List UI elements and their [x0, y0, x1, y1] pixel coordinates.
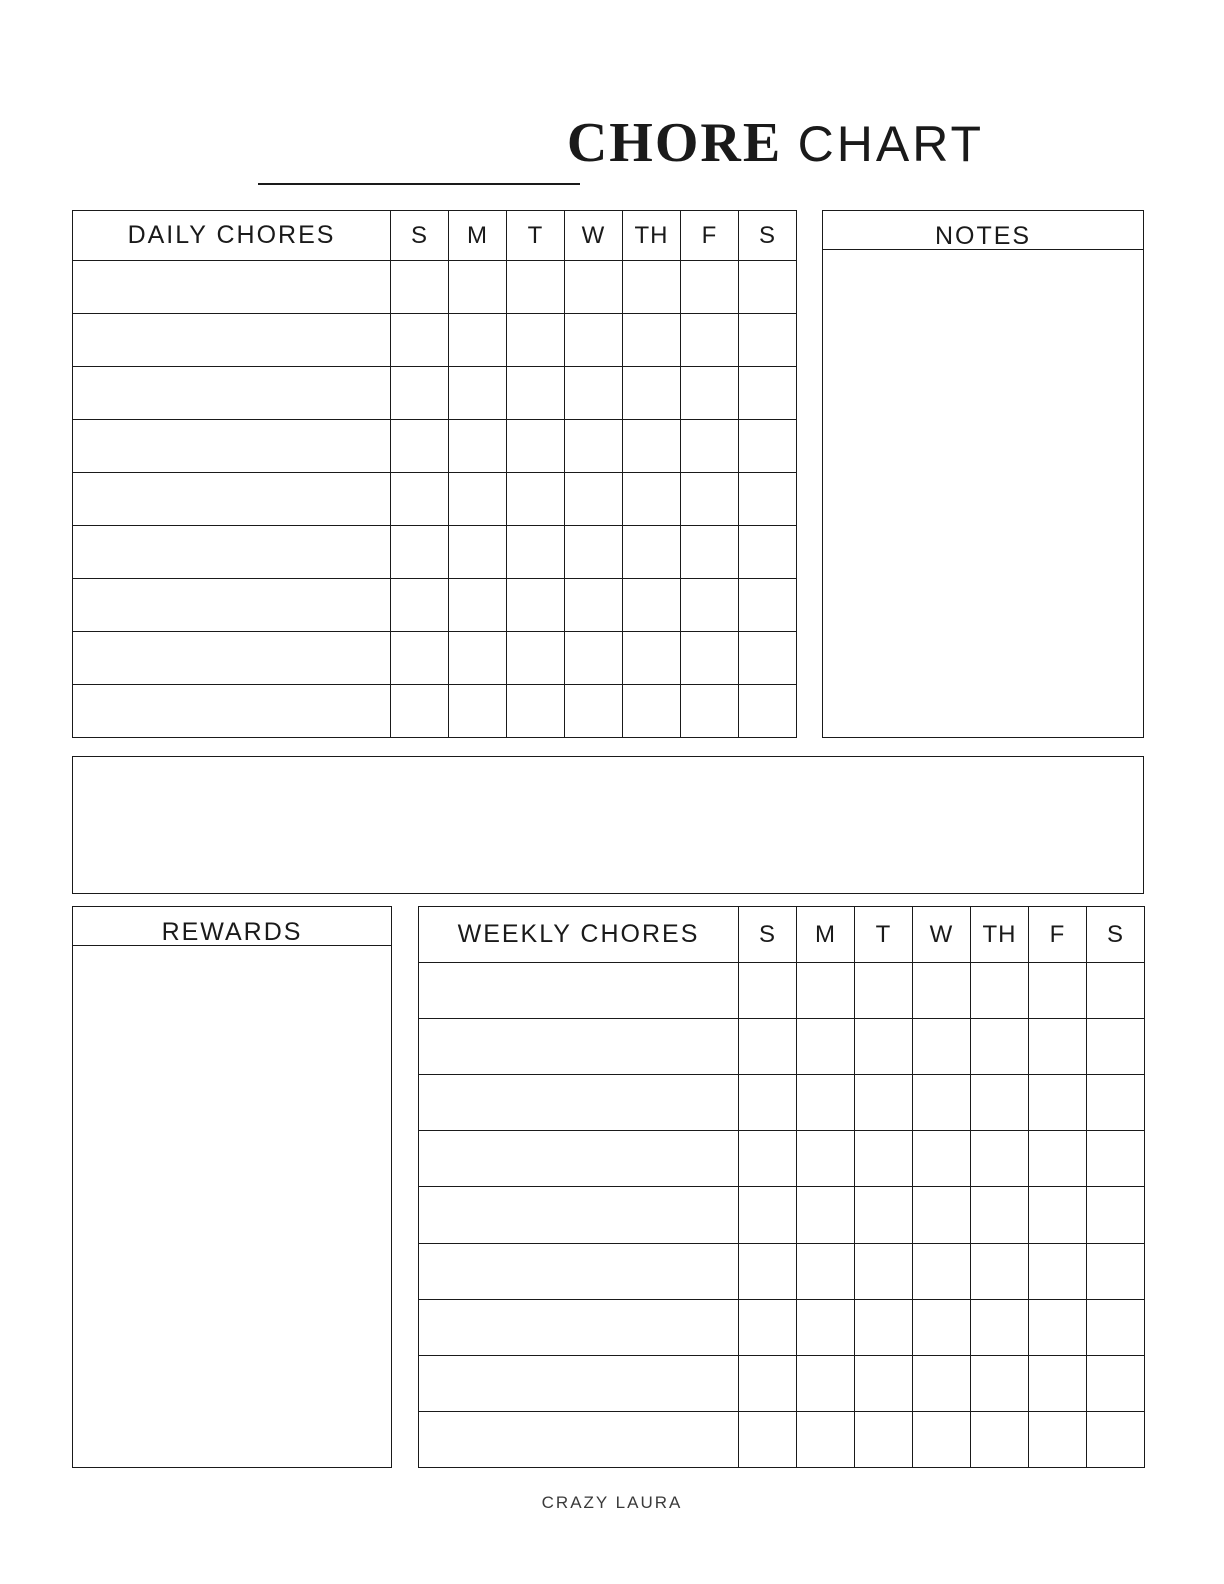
weekly-day-header-tue: T [855, 907, 913, 963]
daily-check-cell[interactable] [507, 314, 565, 367]
weekly-check-cell[interactable] [971, 1411, 1029, 1467]
weekly-check-cell[interactable] [913, 1187, 971, 1243]
daily-check-cell[interactable] [391, 632, 449, 685]
weekly-check-cell[interactable] [797, 1075, 855, 1131]
weekly-check-cell[interactable] [855, 1019, 913, 1075]
table-row [419, 1131, 1145, 1187]
daily-check-cell[interactable] [507, 632, 565, 685]
daily-day-header-tue: T [507, 211, 565, 261]
weekly-check-cell[interactable] [913, 1299, 971, 1355]
daily-day-header-sun: S [391, 211, 449, 261]
weekly-chore-name-cell[interactable] [419, 1411, 739, 1467]
weekly-chore-name-cell[interactable] [419, 1355, 739, 1411]
daily-check-cell[interactable] [391, 314, 449, 367]
weekly-check-cell[interactable] [971, 1075, 1029, 1131]
weekly-check-cell[interactable] [971, 1355, 1029, 1411]
weekly-check-cell[interactable] [739, 1075, 797, 1131]
daily-check-cell[interactable] [449, 685, 507, 738]
daily-day-header-fri: F [681, 211, 739, 261]
daily-check-cell[interactable] [739, 632, 797, 685]
weekly-check-cell[interactable] [1087, 963, 1145, 1019]
daily-check-cell[interactable] [739, 579, 797, 632]
daily-check-cell[interactable] [681, 261, 739, 314]
weekly-check-cell[interactable] [913, 1243, 971, 1299]
weekly-check-cell[interactable] [913, 1019, 971, 1075]
weekly-check-cell[interactable] [739, 963, 797, 1019]
daily-check-cell[interactable] [623, 579, 681, 632]
weekly-check-cell[interactable] [739, 1187, 797, 1243]
daily-check-cell[interactable] [681, 526, 739, 579]
daily-chores-table [72, 210, 797, 738]
weekly-check-cell[interactable] [971, 1243, 1029, 1299]
daily-check-cell[interactable] [507, 367, 565, 420]
weekly-check-cell[interactable] [1087, 1299, 1145, 1355]
weekly-check-cell[interactable] [1029, 1131, 1087, 1187]
weekly-check-cell[interactable] [1087, 1131, 1145, 1187]
weekly-check-cell[interactable] [855, 1355, 913, 1411]
daily-check-cell[interactable] [449, 579, 507, 632]
daily-check-cell[interactable] [449, 473, 507, 526]
weekly-check-cell[interactable] [1029, 1187, 1087, 1243]
daily-check-cell[interactable] [565, 314, 623, 367]
weekly-check-cell[interactable] [1029, 1411, 1087, 1467]
daily-check-cell[interactable] [681, 632, 739, 685]
daily-check-cell[interactable] [565, 420, 623, 473]
weekly-check-cell[interactable] [739, 1243, 797, 1299]
daily-check-cell[interactable] [739, 420, 797, 473]
daily-chore-name-cell[interactable] [73, 473, 391, 526]
daily-chore-name-cell[interactable] [73, 314, 391, 367]
table-row [73, 367, 797, 420]
table-row [73, 632, 797, 685]
blank-notes-box[interactable] [72, 756, 1144, 894]
footer-credit: CRAZY LAURA [541, 1493, 683, 1512]
daily-check-cell[interactable] [449, 261, 507, 314]
daily-check-cell[interactable] [681, 579, 739, 632]
table-row [419, 1075, 1145, 1131]
daily-day-header-mon: M [449, 211, 507, 261]
daily-check-cell[interactable] [681, 473, 739, 526]
table-row [419, 1019, 1145, 1075]
weekly-check-cell[interactable] [739, 1355, 797, 1411]
weekly-check-cell[interactable] [971, 1299, 1029, 1355]
daily-check-cell[interactable] [449, 632, 507, 685]
weekly-check-cell[interactable] [971, 1187, 1029, 1243]
daily-day-header-sat: S [739, 211, 797, 261]
table-row [73, 314, 797, 367]
weekly-check-cell[interactable] [797, 1299, 855, 1355]
weekly-check-cell[interactable] [1029, 1243, 1087, 1299]
daily-chore-name-cell[interactable] [73, 632, 391, 685]
daily-check-cell[interactable] [623, 632, 681, 685]
weekly-check-cell[interactable] [1087, 1019, 1145, 1075]
weekly-check-cell[interactable] [1087, 1355, 1145, 1411]
weekly-check-cell[interactable] [797, 1131, 855, 1187]
daily-check-cell[interactable] [391, 473, 449, 526]
table-row [73, 473, 797, 526]
weekly-day-header-wed: W [913, 907, 971, 963]
daily-check-cell[interactable] [391, 526, 449, 579]
daily-check-cell[interactable] [565, 367, 623, 420]
weekly-check-cell[interactable] [971, 1131, 1029, 1187]
weekly-day-header-mon: M [797, 907, 855, 963]
daily-day-header-thu: TH [623, 211, 681, 261]
daily-chores-header-label: DAILY CHORES [73, 211, 391, 261]
weekly-check-cell[interactable] [797, 1019, 855, 1075]
daily-chore-name-cell[interactable] [73, 685, 391, 738]
daily-check-cell[interactable] [565, 261, 623, 314]
daily-check-cell[interactable] [507, 526, 565, 579]
page-header [0, 55, 1224, 174]
daily-check-cell[interactable] [739, 526, 797, 579]
daily-check-cell[interactable] [449, 367, 507, 420]
weekly-check-cell[interactable] [1087, 1187, 1145, 1243]
weekly-check-cell[interactable] [1029, 1019, 1087, 1075]
weekly-check-cell[interactable] [1087, 1075, 1145, 1131]
table-row [73, 685, 797, 738]
weekly-check-cell[interactable] [855, 1075, 913, 1131]
daily-check-cell[interactable] [681, 367, 739, 420]
daily-chore-name-cell[interactable] [73, 261, 391, 314]
weekly-chore-name-cell[interactable] [419, 1019, 739, 1075]
name-write-in-line[interactable] [258, 183, 580, 185]
notes-title: NOTES [934, 222, 1032, 250]
weekly-check-cell[interactable] [913, 963, 971, 1019]
weekly-chores-header-row [419, 907, 1145, 963]
table-row [419, 1187, 1145, 1243]
daily-chore-name-cell[interactable] [73, 526, 391, 579]
weekly-check-cell[interactable] [797, 963, 855, 1019]
daily-check-cell[interactable] [565, 473, 623, 526]
daily-check-cell[interactable] [565, 632, 623, 685]
daily-check-cell[interactable] [739, 314, 797, 367]
weekly-check-cell[interactable] [1087, 1411, 1145, 1467]
weekly-check-cell[interactable] [913, 1355, 971, 1411]
weekly-check-cell[interactable] [739, 1411, 797, 1467]
daily-check-cell[interactable] [681, 685, 739, 738]
weekly-check-cell[interactable] [739, 1131, 797, 1187]
daily-check-cell[interactable] [623, 367, 681, 420]
weekly-check-cell[interactable] [855, 1299, 913, 1355]
table-row [419, 1299, 1145, 1355]
weekly-check-cell[interactable] [913, 1411, 971, 1467]
weekly-chore-name-cell[interactable] [419, 1243, 739, 1299]
daily-check-cell[interactable] [623, 314, 681, 367]
weekly-day-header-sat: S [1087, 907, 1145, 963]
weekly-check-cell[interactable] [971, 1019, 1029, 1075]
weekly-chore-name-cell[interactable] [419, 1075, 739, 1131]
weekly-day-header-sun: S [739, 907, 797, 963]
daily-chore-name-cell[interactable] [73, 367, 391, 420]
rewards-section [72, 906, 392, 1468]
weekly-day-header-fri: F [1029, 907, 1087, 963]
daily-check-cell[interactable] [391, 261, 449, 314]
daily-check-cell[interactable] [623, 420, 681, 473]
daily-check-cell[interactable] [681, 314, 739, 367]
daily-check-cell[interactable] [507, 579, 565, 632]
weekly-check-cell[interactable] [1087, 1243, 1145, 1299]
table-row [73, 526, 797, 579]
weekly-chore-name-cell[interactable] [419, 1299, 739, 1355]
daily-check-cell[interactable] [739, 685, 797, 738]
daily-check-cell[interactable] [391, 420, 449, 473]
weekly-check-cell[interactable] [797, 1187, 855, 1243]
daily-chore-name-cell[interactable] [73, 579, 391, 632]
daily-check-cell[interactable] [391, 579, 449, 632]
table-row [73, 579, 797, 632]
rewards-writing-area[interactable] [73, 946, 391, 1450]
page-title [566, 112, 984, 174]
weekly-check-cell[interactable] [913, 1131, 971, 1187]
daily-check-cell[interactable] [739, 367, 797, 420]
table-row [73, 420, 797, 473]
daily-check-cell[interactable] [623, 261, 681, 314]
weekly-check-cell[interactable] [797, 1355, 855, 1411]
daily-check-cell[interactable] [623, 685, 681, 738]
daily-check-cell[interactable] [507, 261, 565, 314]
daily-check-cell[interactable] [565, 685, 623, 738]
table-row [419, 963, 1145, 1019]
weekly-chores-header-label: WEEKLY CHORES [419, 907, 739, 963]
weekly-chore-name-cell[interactable] [419, 1131, 739, 1187]
weekly-chore-name-cell[interactable] [419, 1187, 739, 1243]
weekly-check-cell[interactable] [855, 1411, 913, 1467]
weekly-check-cell[interactable] [797, 1411, 855, 1467]
weekly-chores-table [418, 906, 1145, 1468]
daily-chores-header-row [73, 211, 797, 261]
daily-check-cell[interactable] [449, 314, 507, 367]
daily-check-cell[interactable] [391, 367, 449, 420]
weekly-check-cell[interactable] [855, 963, 913, 1019]
daily-check-cell[interactable] [449, 526, 507, 579]
weekly-check-cell[interactable] [855, 1187, 913, 1243]
daily-check-cell[interactable] [507, 473, 565, 526]
table-row [419, 1355, 1145, 1411]
daily-chore-name-cell[interactable] [73, 420, 391, 473]
weekly-check-cell[interactable] [913, 1075, 971, 1131]
daily-check-cell[interactable] [449, 420, 507, 473]
weekly-check-cell[interactable] [971, 963, 1029, 1019]
daily-check-cell[interactable] [565, 579, 623, 632]
daily-check-cell[interactable] [739, 261, 797, 314]
daily-check-cell[interactable] [681, 420, 739, 473]
weekly-check-cell[interactable] [739, 1019, 797, 1075]
weekly-chore-name-cell[interactable] [419, 963, 739, 1019]
table-row [73, 261, 797, 314]
table-row [419, 1411, 1145, 1467]
weekly-check-cell[interactable] [1029, 1299, 1087, 1355]
page-title-bold: CHORE [566, 112, 783, 174]
weekly-check-cell[interactable] [739, 1299, 797, 1355]
weekly-check-cell[interactable] [1029, 963, 1087, 1019]
table-row [419, 1243, 1145, 1299]
daily-check-cell[interactable] [565, 526, 623, 579]
weekly-check-cell[interactable] [855, 1243, 913, 1299]
daily-check-cell[interactable] [391, 685, 449, 738]
notes-writing-area[interactable] [823, 250, 1143, 720]
daily-check-cell[interactable] [507, 685, 565, 738]
page-title-light: CHART [797, 116, 984, 172]
weekly-check-cell[interactable] [855, 1131, 913, 1187]
daily-check-cell[interactable] [507, 420, 565, 473]
daily-day-header-wed: W [565, 211, 623, 261]
weekly-check-cell[interactable] [1029, 1355, 1087, 1411]
rewards-title: REWARDS [161, 918, 303, 946]
daily-check-cell[interactable] [623, 526, 681, 579]
weekly-day-header-thu: TH [971, 907, 1029, 963]
weekly-check-cell[interactable] [1029, 1075, 1087, 1131]
daily-check-cell[interactable] [739, 473, 797, 526]
daily-check-cell[interactable] [623, 473, 681, 526]
notes-section [822, 210, 1144, 738]
weekly-check-cell[interactable] [797, 1243, 855, 1299]
